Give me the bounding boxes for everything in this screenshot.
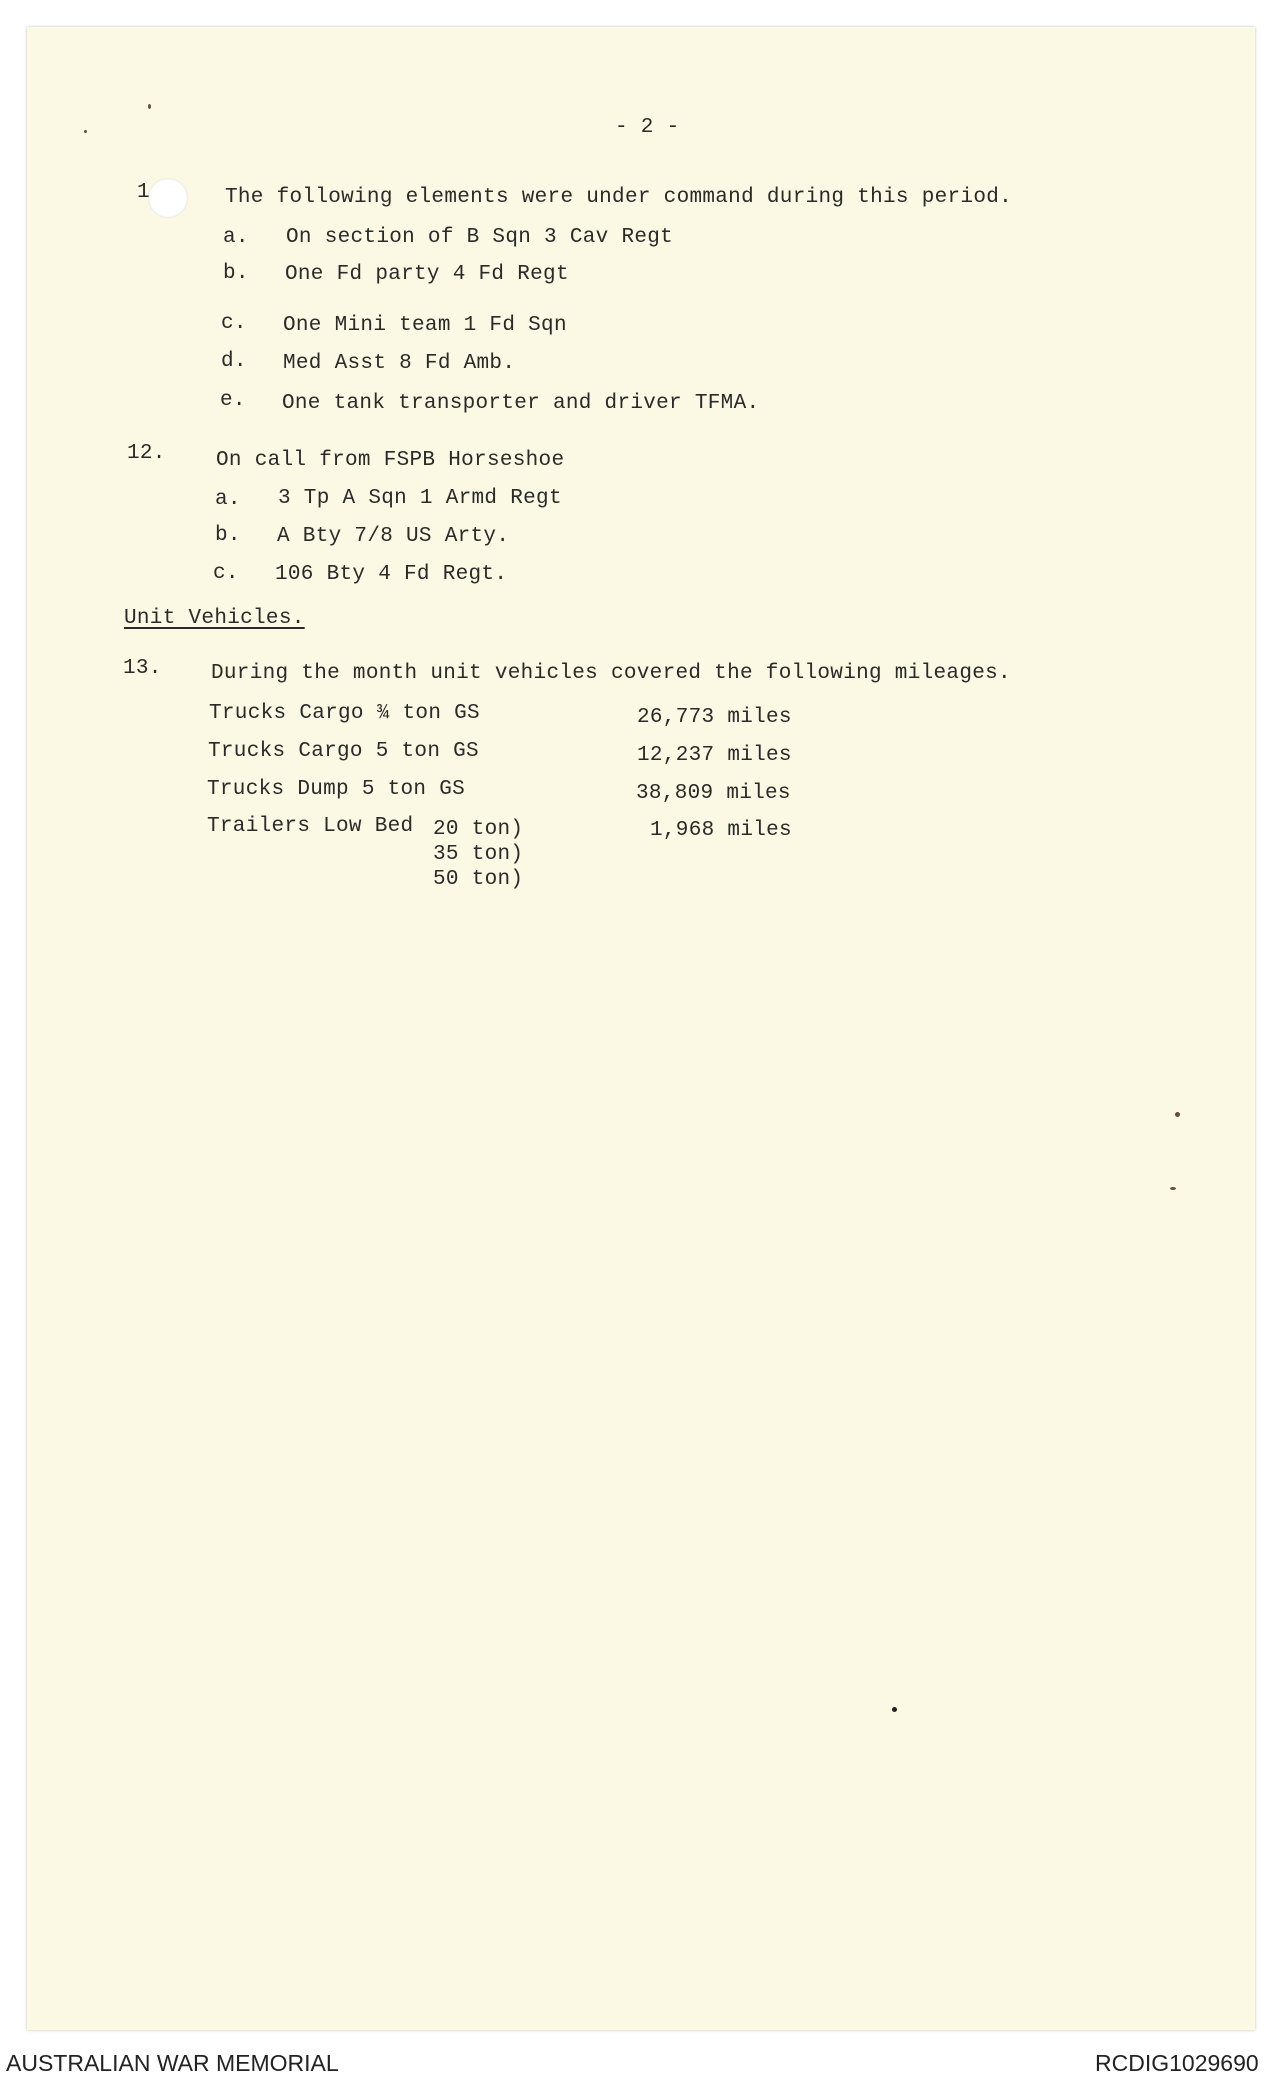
mileage-row-label: Trucks Cargo 5 ton GS bbox=[208, 740, 479, 763]
mileage-row-value: 26,773 miles bbox=[637, 706, 792, 729]
para11-item-letter: a. bbox=[223, 226, 249, 249]
mileage-row-label: Trucks Dump 5 ton GS bbox=[207, 778, 466, 801]
document-page bbox=[27, 27, 1255, 2030]
para12-item-letter: b. bbox=[215, 524, 241, 547]
trailer-size: 50 ton) bbox=[433, 868, 524, 891]
para11-intro: The following elements were under command during this period. bbox=[225, 186, 1013, 209]
para13-number: 13. bbox=[123, 657, 162, 680]
para11-item-letter: b. bbox=[223, 262, 249, 285]
mileage-row-value: 1,968 miles bbox=[650, 819, 792, 842]
para12-number: 12. bbox=[127, 442, 166, 465]
footer-record-id: RCDIG1029690 bbox=[1095, 2050, 1259, 2076]
speck bbox=[84, 130, 87, 133]
speck bbox=[1175, 1112, 1180, 1117]
trailer-size: 35 ton) bbox=[433, 843, 524, 866]
mileage-row-value: 12,237 miles bbox=[637, 744, 792, 767]
para13-intro: During the month unit vehicles covered the following mileages. bbox=[211, 662, 1011, 685]
heading-unit-vehicles: Unit Vehicles. bbox=[124, 607, 305, 630]
punch-hole bbox=[148, 178, 188, 218]
para12-item-letter: a. bbox=[215, 488, 241, 511]
para12-item-letter: c. bbox=[213, 562, 239, 585]
page-number: - 2 - bbox=[615, 116, 680, 139]
para11-item-text: On section of B Sqn 3 Cav Regt bbox=[286, 226, 674, 249]
para12-item-text: 3 Tp A Sqn 1 Armd Regt bbox=[278, 487, 562, 510]
para11-item-letter: e. bbox=[220, 389, 246, 412]
para11-item-letter: c. bbox=[221, 312, 247, 335]
para11-item-text: One Fd party 4 Fd Regt bbox=[285, 263, 569, 286]
para11-number: 1 bbox=[137, 181, 150, 204]
mileage-row-label: Trucks Cargo ¾ ton GS bbox=[209, 702, 480, 725]
para12-item-text: 106 Bty 4 Fd Regt. bbox=[275, 563, 508, 586]
para11-item-text: One Mini team 1 Fd Sqn bbox=[283, 314, 567, 337]
speck bbox=[148, 104, 151, 109]
para11-item-text: One tank transporter and driver TFMA. bbox=[282, 392, 760, 415]
para12-item-text: A Bty 7/8 US Arty. bbox=[277, 525, 510, 548]
para11-item-letter: d. bbox=[221, 350, 247, 373]
para12-intro: On call from FSPB Horseshoe bbox=[216, 449, 565, 472]
para11-item-text: Med Asst 8 Fd Amb. bbox=[283, 352, 516, 375]
footer-institution: AUSTRALIAN WAR MEMORIAL bbox=[6, 2050, 339, 2076]
speck bbox=[892, 1707, 897, 1712]
mileage-row-label: Trailers Low Bed bbox=[207, 815, 414, 838]
speck bbox=[1170, 1187, 1176, 1190]
mileage-row-value: 38,809 miles bbox=[636, 782, 791, 805]
trailer-size: 20 ton) bbox=[433, 818, 524, 841]
